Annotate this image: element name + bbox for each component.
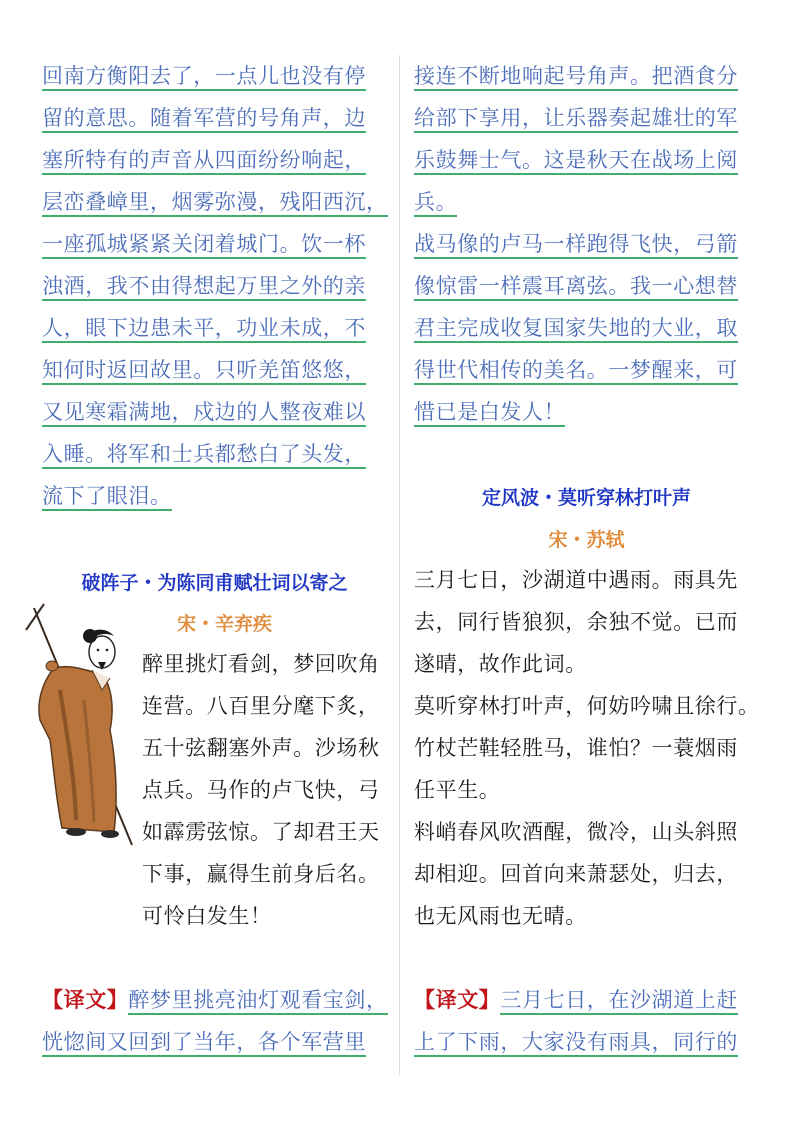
translation-line: 惜已是白发人！	[414, 392, 759, 434]
translation-continued-right	[414, 56, 759, 434]
translation-line: 流下了眼泪。	[42, 476, 387, 518]
poem-body	[414, 560, 760, 938]
poem-line: 莫听穿林打叶声，何妨吟啸且徐行。	[414, 694, 760, 718]
translation-line: 兵。	[414, 182, 759, 224]
translation-line: 上了下雨，大家没有雨具，同行的	[414, 1022, 759, 1064]
poem-line: 点兵。马作的卢飞快，弓	[142, 778, 380, 802]
translation-left	[42, 980, 387, 1064]
translation-line: 得世代相传的美名。一梦醒来，可	[414, 350, 759, 392]
translation-tag: 【译文】	[42, 988, 129, 1012]
poem-title: 定风波・莫听穿林打叶声	[481, 487, 691, 509]
translation-line: 回南方衡阳去了，一点儿也没有停	[42, 56, 387, 98]
poem-line: 可怜白发生！	[142, 904, 272, 928]
poem-body	[142, 644, 380, 938]
translation-tag: 【译文】	[414, 988, 501, 1012]
poem-title: 破阵子・为陈同甫赋壮词以寄之	[81, 572, 348, 594]
poem-line: 三月七日，沙湖道中遇雨。雨具先	[414, 568, 738, 592]
translation-continued-left	[42, 56, 387, 518]
poem-line: 连营。八百里分麾下炙，	[142, 694, 380, 718]
translation-line: 人，眼下边患未平，功业未成，不	[42, 308, 387, 350]
translation-line: 像惊雷一样震耳离弦。我一心想替	[414, 266, 759, 308]
translation-line: 【译文】三月七日，在沙湖道上赶	[414, 980, 759, 1022]
poem-line: 也无风雨也无晴。	[414, 904, 587, 928]
poem-line: 遂晴，故作此词。	[414, 652, 587, 676]
translation-line: 一座孤城紧紧关闭着城门。饮一杯	[42, 224, 387, 266]
poem-line: 却相迎。回首向来萧瑟处，归去，	[414, 862, 738, 886]
poem-line: 如霹雳弦惊。了却君王天	[142, 820, 380, 844]
translation-line: 【译文】醉梦里挑亮油灯观看宝剑，	[42, 980, 387, 1022]
translation-right	[414, 980, 759, 1064]
scholar-illustration-icon	[14, 600, 134, 850]
translation-line: 层峦叠嶂里，烟雾弥漫，残阳西沉，	[42, 182, 387, 224]
poem-line: 五十弦翻塞外声。沙场秋	[142, 736, 380, 760]
poem-line: 去，同行皆狼狈，余独不觉。已而	[414, 610, 738, 634]
poem-author: 宋・辛弃疾	[176, 613, 272, 635]
translation-line: 君主完成收复国家失地的大业，取	[414, 308, 759, 350]
poem-line: 下事，赢得生前身后名。	[142, 862, 380, 886]
translation-line: 又见寒霜满地，戍边的人整夜难以	[42, 392, 387, 434]
translation-line: 入睡。将军和士兵都愁白了头发，	[42, 434, 387, 476]
poem-line: 任平生。	[414, 778, 501, 802]
translation-line: 知何时返回故里。只听羌笛悠悠，	[42, 350, 387, 392]
poem-line: 料峭春风吹酒醒，微冷，山头斜照	[414, 820, 738, 844]
column-divider	[399, 55, 400, 1075]
translation-line: 塞所特有的声音从四面纷纷响起，	[42, 140, 387, 182]
translation-line: 恍惚间又回到了当年，各个军营里	[42, 1022, 387, 1064]
translation-line: 乐鼓舞士气。这是秋天在战场上阅	[414, 140, 759, 182]
poem-author: 宋・苏轼	[548, 529, 625, 551]
translation-line: 接连不断地响起号角声。把酒食分	[414, 56, 759, 98]
poem-line: 醉里挑灯看剑，梦回吹角	[142, 652, 380, 676]
translation-line: 战马像的卢马一样跑得飞快，弓箭	[414, 224, 759, 266]
poem-line: 竹杖芒鞋轻胜马，谁怕？一蓑烟雨	[414, 736, 738, 760]
translation-line: 留的意思。随着军营的号角声，边	[42, 98, 387, 140]
translation-line: 给部下享用，让乐器奏起雄壮的军	[414, 98, 759, 140]
translation-line: 浊酒，我不由得想起万里之外的亲	[42, 266, 387, 308]
